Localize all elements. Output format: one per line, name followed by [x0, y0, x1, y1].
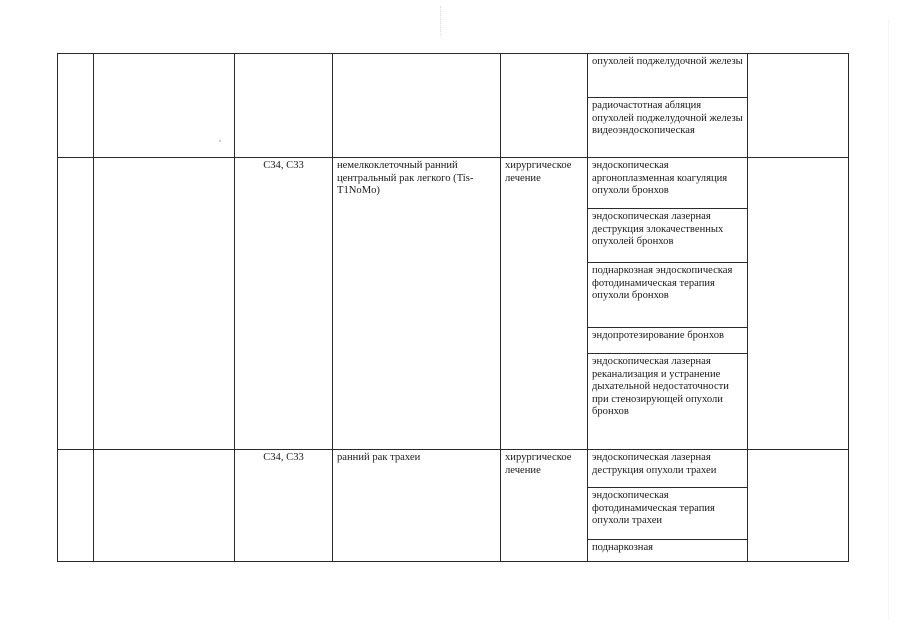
cell-number: [58, 450, 94, 562]
cell-method: поднаркозная эндоскопическая фотодинамическая терапия опухоли бронхов: [588, 263, 748, 328]
cell-diagnosis: [333, 54, 501, 158]
table-row: [58, 450, 849, 488]
cell-method: опухолей поджелудочной железы: [588, 54, 748, 98]
cell-icd-code: C34, C33: [235, 450, 333, 562]
table-row: [58, 54, 849, 98]
cell-diagnosis: немелкоклеточный ранний центральный рак легкого (Tis-T1NoMo): [333, 158, 501, 450]
cell-icd-code: [235, 54, 333, 158]
table-row: [58, 158, 849, 209]
cell-method: радиочастотная абляция опухолей поджелудочной железы видеоэндоскопическая: [588, 98, 748, 158]
cell-group: [94, 54, 235, 158]
cell-group: [94, 450, 235, 562]
cell-number: [58, 158, 94, 450]
cell-extra: [748, 450, 849, 562]
cell-extra: [748, 54, 849, 158]
cell-group: [94, 158, 235, 450]
cell-method: эндоскопическая лазерная деструкция опухоли трахеи: [588, 450, 748, 488]
treatment-table: [57, 53, 849, 562]
cell-treatment-type: [501, 54, 588, 158]
cell-method: поднаркозная: [588, 540, 748, 562]
cell-method: эндоскопическая фотодинамическая терапия опухоли трахеи: [588, 488, 748, 540]
cell-method: эндоскопическая лазерная реканализация и устранение дыхательной недостаточности при стенозирующей опухоли бронхов: [588, 354, 748, 450]
scan-artifact: [888, 20, 890, 620]
cell-number: [58, 54, 94, 158]
cell-diagnosis: ранний рак трахеи: [333, 450, 501, 562]
scan-artifact: [440, 6, 442, 36]
cell-method: эндоскопическая лазерная деструкция злокачественных опухолей бронхов: [588, 209, 748, 263]
cell-method: эндоскопическая аргоноплазменная коагуляция опухоли бронхов: [588, 158, 748, 209]
cell-method: эндопротезирование бронхов: [588, 328, 748, 354]
cell-treatment-type: хирургическое лечение: [501, 158, 588, 450]
cell-treatment-type: хирургическое лечение: [501, 450, 588, 562]
cell-icd-code: C34, C33: [235, 158, 333, 450]
cell-extra: [748, 158, 849, 450]
